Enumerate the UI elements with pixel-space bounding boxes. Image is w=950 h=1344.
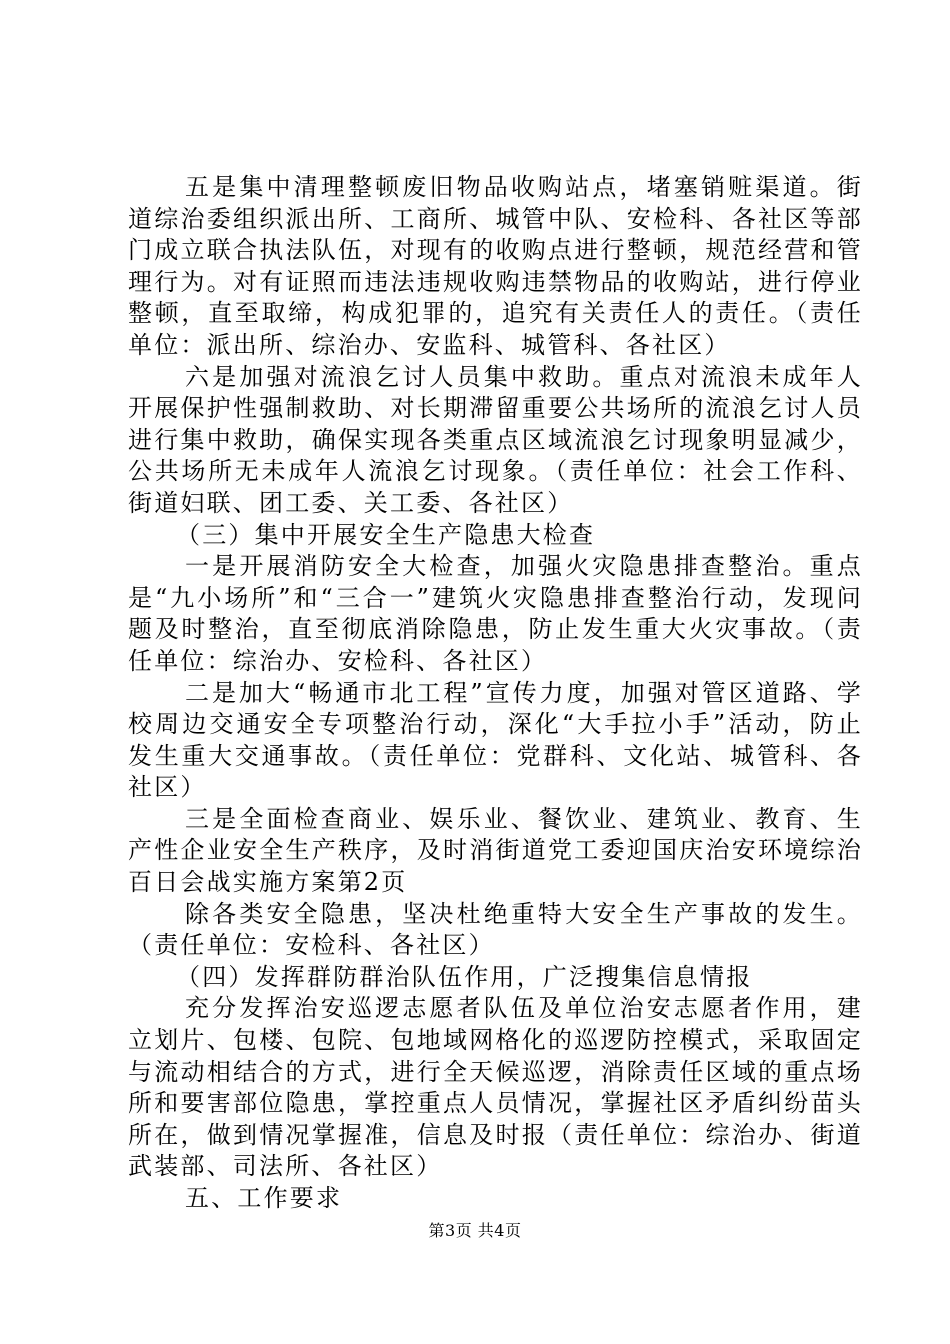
document-body: [128, 172, 863, 1215]
paragraph-traffic-safety: 二是加大“畅通市北工程”宣传力度，加强对管区道路、学校周边交通安全专项整治行动，深化“大手拉小手”活动，防止发生重大交通事故。（责任单位：党群科、文化站、城管科、各社区）: [128, 678, 863, 802]
paragraph-vagrant-relief: 六是加强对流浪乞讨人员集中救助。重点对流浪未成年人开展保护性强制救助、对长期滞留重要公共场所的流浪乞讨人员进行集中救助，确保实现各类重点区域流浪乞讨现象明显减少，公共场所无未成年人流浪乞讨现象。（责任单位：社会工作科、街道妇联、团工委、关工委、各社区）: [128, 362, 863, 517]
section-heading-mass-prevention: （四）发挥群防群治队伍作用，广泛搜集信息情报: [176, 962, 753, 991]
page-footer: 第3页 共4页: [428, 1221, 522, 1240]
section-heading-work-requirements: 五、工作要求: [185, 1184, 343, 1212]
section-heading-safety-inspection: （三）集中开展安全生产隐患大检查: [176, 520, 596, 549]
paragraph-production-safety: 三是全面检查商业、娱乐业、餐饮业、建筑业、教育、生产性企业安全生产秩序，及时消街道党工委迎国庆治安环境综治百日会战实施方案第2页: [128, 804, 863, 897]
paragraph-collection-stations: 五是集中清理整顿废旧物品收购站点，堵塞销赃渠道。街道综治委组织派出所、工商所、城管中队、安检科、各社区等部门成立联合执法队伍，对现有的收购点进行整顿，规范经营和管理行为。对有证照而违法违规收购违禁物品的收购站，进行停业整顿，直至取缔，构成犯罪的，追究有关责任人的责任。（责任单位：派出所、综治办、安监科、城管科、各社区）: [128, 173, 863, 359]
paragraph-fire-safety: 一是开展消防安全大检查，加强火灾隐患排查整治。重点是“九小场所”和“三合一”建筑火灾隐患排查整治行动，发现问题及时整治，直至彻底消除隐患，防止发生重大火灾事故。（责任单位：综治办、安检科、各社区）: [128, 552, 863, 675]
paragraph-hazard-elimination: 除各类安全隐患，坚决杜绝重特大安全生产事故的发生。（责任单位：安检科、各社区）: [128, 899, 863, 960]
paragraph-patrol-volunteers: 充分发挥治安巡逻志愿者队伍及单位治安志愿者作用，建立划片、包楼、包院、包地域网格化的巡逻防控模式，采取固定与流动相结合的方式，进行全天候巡逻，消除责任区域的重点场所和要害部位隐患，掌控重点人员情况，掌握社区矛盾纠纷苗头所在，做到情况掌握准，信息及时报（责任单位：综治办、街道武装部、司法所、各社区）: [128, 994, 863, 1181]
